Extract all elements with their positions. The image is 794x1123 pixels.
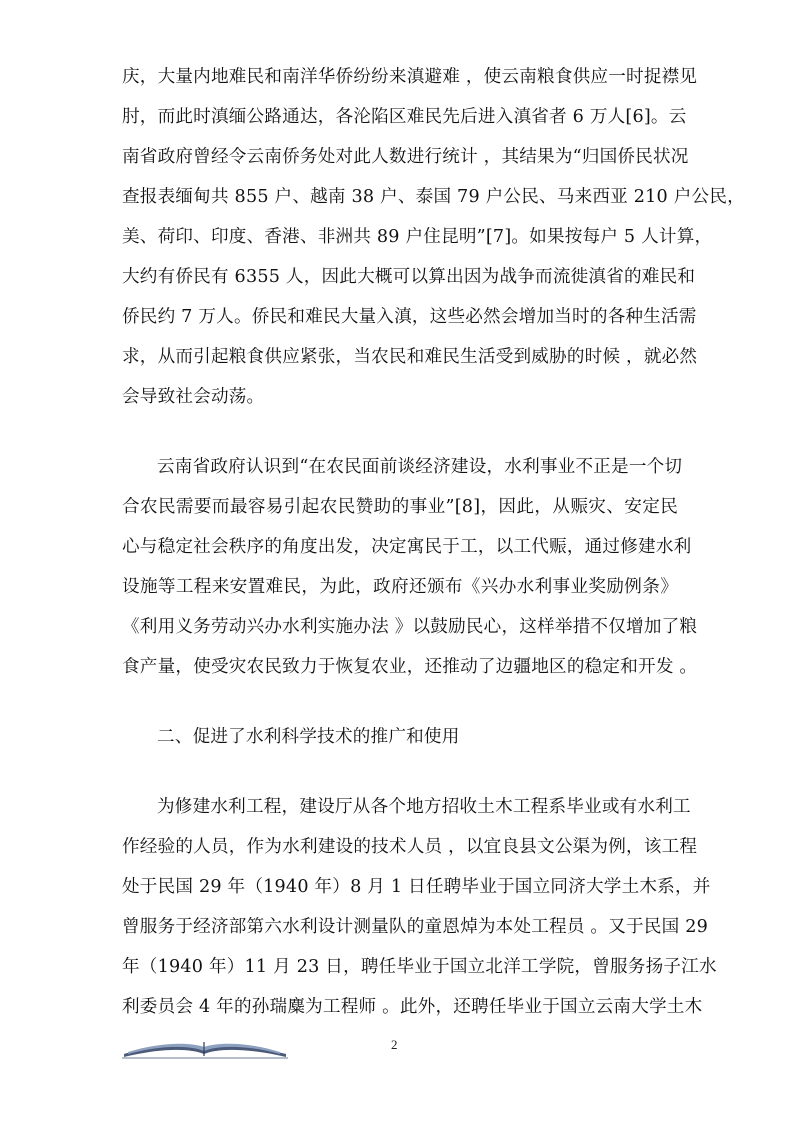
paragraph-line: 庆，大量内地难民和南洋华侨纷纷来滇避难 ，使云南粮食供应一时捉襟见 bbox=[122, 67, 698, 87]
paragraph-line: 大约有侨民有 6355 人，因此大概可以算出因为战争而流徙滇省的难民和 bbox=[122, 267, 696, 287]
paragraph-line: 求，从而引起粮食供应紧张，当农民和难民生活受到威胁的时候 ，就必然 bbox=[122, 347, 698, 367]
paragraph-line: 设施等工程来安置难民，为此，政府还颁布《兴办水利事业奖励例条》 bbox=[122, 577, 678, 597]
open-book-icon bbox=[120, 1034, 290, 1060]
paragraph-line: 作经验的人员，作为水利建设的技术人员 ，以宜良县文公渠为例，该工程 bbox=[122, 837, 698, 857]
paragraph-line: 侨民约 7 万人。侨民和难民大量入滇，这些必然会增加当时的各种生活需 bbox=[122, 307, 697, 327]
section-heading: 二、促进了水利科学技术的推广和使用 bbox=[157, 727, 460, 747]
paragraph-line: 《利用义务劳动兴办水利实施办法 》以鼓励民心，这样举措不仅增加了粮 bbox=[122, 617, 698, 637]
paragraph-line: 利委员会 4 年的孙瑞麋为工程师 。此外，还聘任毕业于国立云南大学土木 bbox=[122, 997, 703, 1017]
paragraph-line: 查报表缅甸共 855 户、越南 38 户、泰国 79 户公民、马来西亚 210 户公民， bbox=[122, 187, 745, 207]
paragraph-line: 云南省政府认识到“在农民面前谈经济建设，水利事业不正是一个切 bbox=[157, 457, 683, 477]
paragraph-line: 南省政府曾经令云南侨务处对此人数进行统计 ，其结果为“归国侨民状况 bbox=[122, 147, 689, 167]
paragraph-line: 年（1940 年）11 月 23 日，聘任毕业于国立北洋工学院，曾服务扬子江水 bbox=[122, 957, 717, 977]
page-number: 2 bbox=[391, 1037, 398, 1052]
paragraph-line: 合农民需要而最容易引起农民赞助的事业”[8]，因此，从赈灾、安定民 bbox=[122, 497, 678, 517]
paragraph-line: 曾服务于经济部第六水利设计测量队的童恩焯为本处工程员 。又于民国 29 bbox=[122, 917, 708, 937]
paragraph-line: 心与稳定社会秩序的角度出发，决定寓民于工，以工代赈，通过修建水利 bbox=[122, 537, 692, 557]
paragraph-line: 食产量，使受灾农民致力于恢复农业，还推动了边疆地区的稳定和开发 。 bbox=[122, 657, 698, 677]
paragraph-line: 会导致社会动荡。 bbox=[122, 387, 265, 407]
paragraph-line: 为修建水利工程，建设厅从各个地方招收土木工程系毕业或有水利工 bbox=[157, 797, 691, 817]
paragraph-line: 美、荷印、印度、香港、非洲共 89 户住昆明”[7]。如果按每户 5 人计算， bbox=[122, 227, 713, 247]
paragraph-line: 处于民国 29 年（1940 年）8 月 1 日任聘毕业于国立同济大学土木系，并 bbox=[122, 877, 711, 897]
paragraph-line: 肘，而此时滇缅公路通达，各沦陷区难民先后进入滇省者 6 万人[6]。云 bbox=[122, 107, 687, 127]
